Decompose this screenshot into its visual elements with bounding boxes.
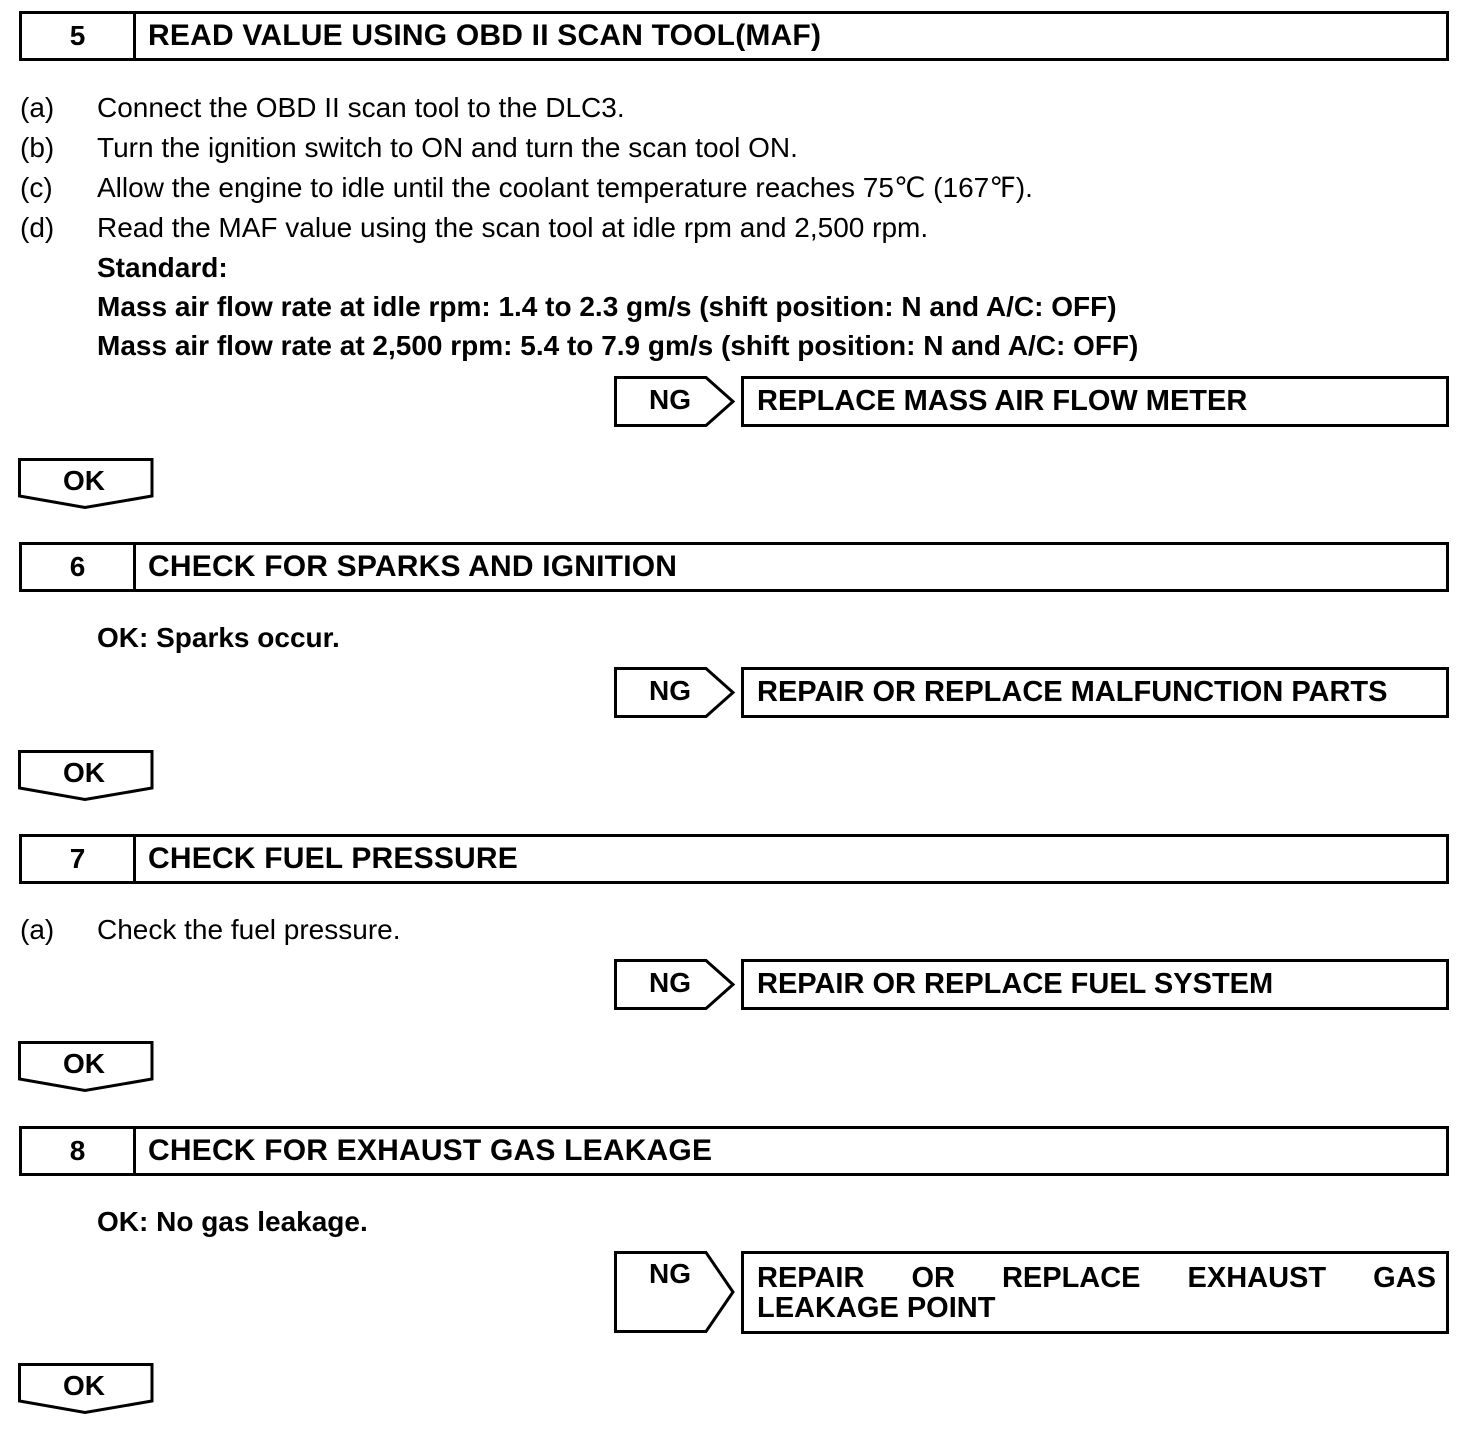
item-label: (a) xyxy=(20,92,55,123)
ng-action-box xyxy=(741,376,1449,427)
ok-arrow xyxy=(18,1041,155,1093)
ng-action-box xyxy=(741,959,1449,1010)
standard-line: Mass air flow rate at 2,500 rpm: 5.4 to 7.9 gm/s (shift position: N and A/C: OFF) xyxy=(97,330,1139,361)
ng-label: NG xyxy=(649,675,691,706)
ng-label: NG xyxy=(649,1258,691,1289)
standard-label: Standard: xyxy=(97,252,228,283)
step-5-header xyxy=(19,11,1449,61)
item-text: Read the MAF value using the scan tool at idle rpm and 2,500 rpm. xyxy=(97,212,929,243)
ng-action-line1 xyxy=(757,1263,1436,1293)
ok-label: OK xyxy=(63,1048,105,1079)
step-title: CHECK FUEL PRESSURE xyxy=(148,842,518,875)
ok-arrow xyxy=(18,458,155,510)
ok-label: OK xyxy=(63,1370,105,1401)
item-text: Check the fuel pressure. xyxy=(97,914,401,945)
item-text: Turn the ignition switch to ON and turn the scan tool ON. xyxy=(97,132,798,163)
ng-label: NG xyxy=(649,967,691,998)
ok-label: OK xyxy=(63,757,105,788)
item-label: (c) xyxy=(20,172,53,203)
ng-label: NG xyxy=(649,384,691,415)
ng-action-word: GAS xyxy=(1373,1262,1436,1294)
ng-action-box xyxy=(741,667,1449,718)
step-title: CHECK FOR SPARKS AND IGNITION xyxy=(148,550,678,583)
ng-action-line2: LEAKAGE POINT xyxy=(757,1292,996,1324)
step-8-header xyxy=(19,1126,1449,1176)
ok-label: OK xyxy=(63,465,105,496)
ok-arrow xyxy=(18,1363,155,1415)
step-7-header xyxy=(19,834,1449,884)
ng-action-text: REPAIR OR REPLACE MALFUNCTION PARTS xyxy=(757,676,1388,708)
step-number: 8 xyxy=(22,1129,136,1173)
item-text: Allow the engine to idle until the coolant temperature reaches 75℃ (167℉). xyxy=(97,172,1033,203)
step-number: 6 xyxy=(22,545,136,589)
ng-action-word: REPLACE xyxy=(1001,1262,1141,1294)
ng-arrow xyxy=(614,959,736,1011)
ng-action-word: REPAIR xyxy=(757,1262,865,1294)
ng-action-box xyxy=(741,1251,1449,1334)
step-6-header xyxy=(19,542,1449,592)
step-title: READ VALUE USING OBD II SCAN TOOL(MAF) xyxy=(148,19,822,52)
item-label: (b) xyxy=(20,132,55,163)
standard-line: Mass air flow rate at idle rpm: 1.4 to 2.3 gm/s (shift position: N and A/C: OFF) xyxy=(97,291,1117,322)
item-label: (a) xyxy=(20,914,55,945)
ok-criteria: OK: Sparks occur. xyxy=(97,622,340,653)
ng-arrow xyxy=(614,667,736,719)
item-text: Connect the OBD II scan tool to the DLC3. xyxy=(97,92,625,123)
step-number: 5 xyxy=(22,14,136,58)
ng-action-text: REPAIR OR REPLACE FUEL SYSTEM xyxy=(757,968,1274,1000)
ok-criteria: OK: No gas leakage. xyxy=(97,1206,368,1237)
ng-arrow xyxy=(614,376,736,428)
step-number: 7 xyxy=(22,837,136,881)
ng-arrow xyxy=(614,1251,736,1334)
step-title: CHECK FOR EXHAUST GAS LEAKAGE xyxy=(148,1134,713,1167)
ng-action-word: OR xyxy=(911,1262,955,1294)
item-label: (d) xyxy=(20,212,55,243)
ok-arrow xyxy=(18,750,155,802)
ng-action-word: EXHAUST xyxy=(1187,1262,1327,1294)
ng-action-text: REPLACE MASS AIR FLOW METER xyxy=(757,385,1248,417)
